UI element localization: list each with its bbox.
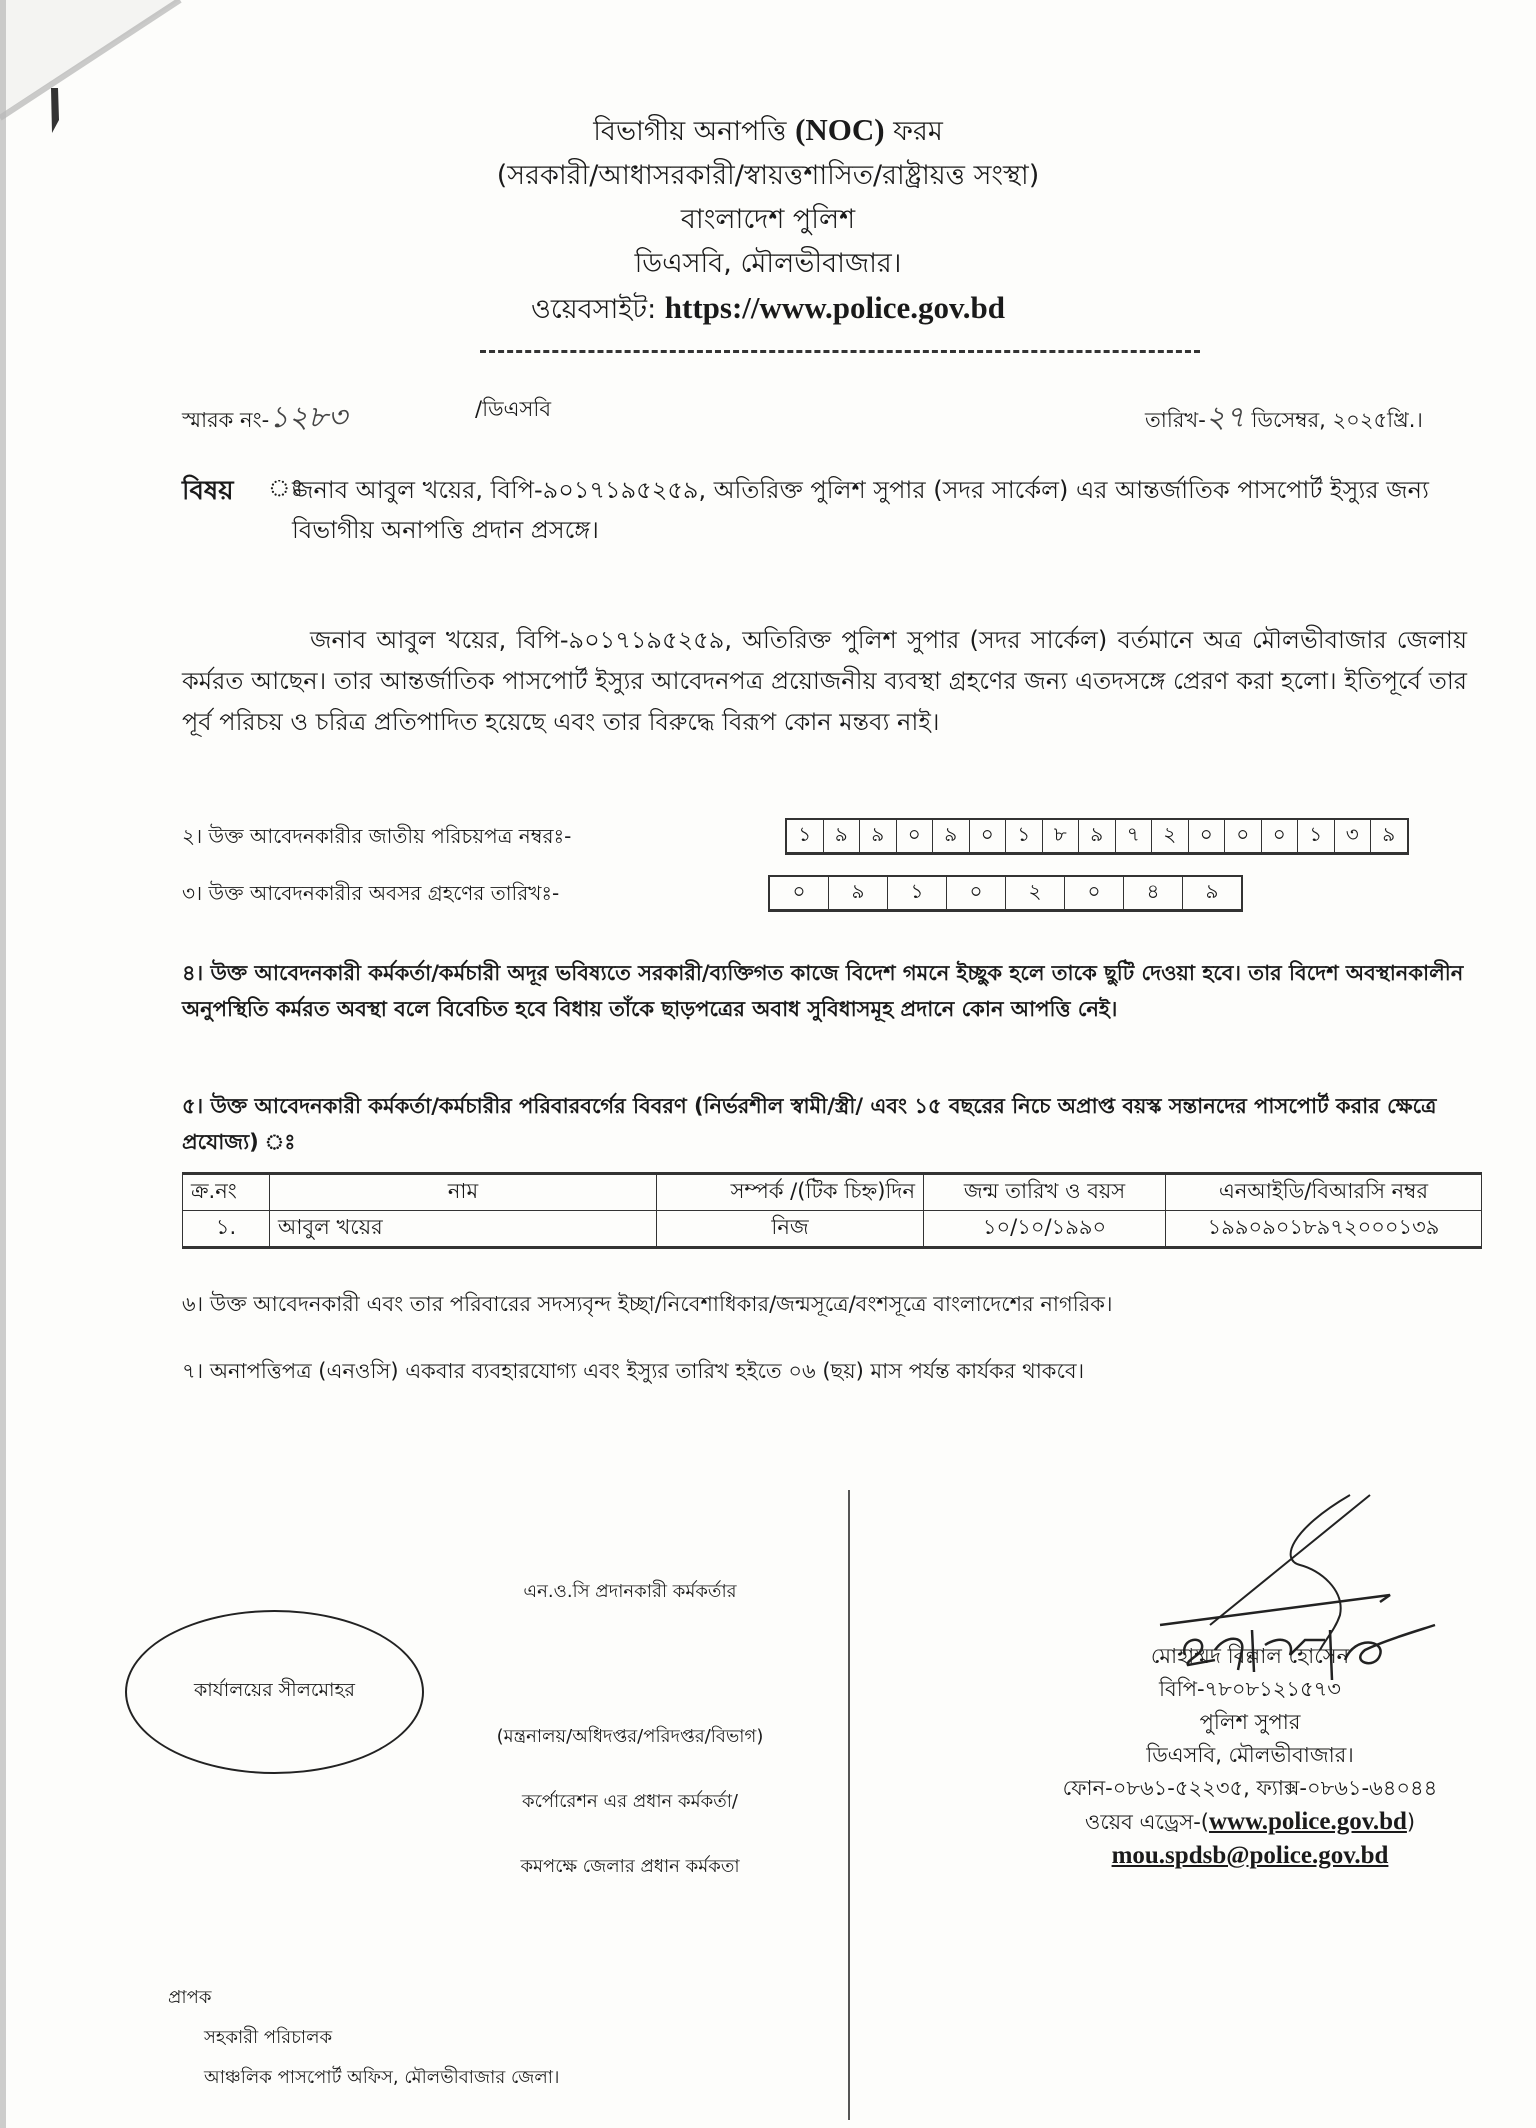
nid-digit-box: ১ [787,820,824,852]
nid-digit-boxes [785,818,1409,855]
col-name: নাম [270,1174,657,1211]
retirement-digit-box: ১ [888,877,947,909]
col-dob: জন্ম তারিখ ও বয়স [924,1174,1166,1211]
nid-digit-box: ৭ [1116,820,1153,852]
cell-name: আবুল খয়ের [270,1211,657,1248]
retirement-date-label: ৩। উক্ত আবেদনকারীর অবসর গ্রহণের তারিখঃ- [182,881,560,905]
nid-digit-box: ১ [1006,820,1043,852]
nid-digit-box: ২ [1152,820,1189,852]
retirement-digit-box: ৯ [1205,878,1219,903]
cell-dob: ১০/১০/১৯৯০ [924,1211,1166,1248]
nid-digit-box: ৯ [933,820,970,852]
memo-suffix: /ডিএসবি [475,397,552,421]
nid-digit-box: ০ [1262,820,1299,852]
retirement-digit-box: ৪ [1124,877,1183,909]
subject-label: বিষয় [182,476,234,506]
seal-label: কার্যালয়ের সীলমোহর [193,1679,355,1701]
item-7-validity: ৭। অনাপত্তিপত্র (এনওসি) একবার ব্যবহারযোগ্য এবং ইস্যুর তারিখ হইতে ০৬ (ছয়) মাস পর্যন্ত কার্যকর থাকবে। [182,1359,1085,1383]
nid-digit-box: ৩ [1335,820,1372,852]
nid-label: ২। উক্ত আবেদনকারীর জাতীয় পরিচয়পত্র নম্বরঃ- [182,824,572,848]
recipient-office: আঞ্চলিক পাসপোর্ট অফিস, মৌলভীবাজার জেলা। [204,2067,560,2088]
memo-number [182,393,347,444]
noc-officer-line3: কর্পোরেশন এর প্রধান কর্মকর্তা/ [521,1791,738,1812]
nid-digit-box: ৯ [1079,820,1116,852]
memo-date [1145,393,1423,444]
col-serial: ক্র.নং [183,1174,270,1211]
signatory-phone-fax: ফোন-০৮৬১-৫২২৩৫, ফ্যাক্স-০৮৬১-৬৪০৪৪ [1062,1776,1438,1800]
col-nid: এনআইডি/বিআরসি নম্বর [1166,1174,1482,1211]
email-link[interactable]: mou.spdsb@police.gov.bd [1111,1842,1389,1869]
date-day-handwritten: ২৭ [1205,400,1245,435]
memo-number-handwritten: ১২৮৩ [269,400,348,435]
item-5-family-clause: ৫। উক্ত আবেদনকারী কর্মকর্তা/কর্মচারীর পরিবারবর্গের বিবরণ (নির্ভরশীল স্বামী/স্ত্রী/ এবং ১৫ বছরের নিচে অপ্রাপ্ত বয়স্ক সন্তানদের পাসপোর্ট করার ক্ষেত্রে প্রযোজ্য) ঃ [182,1094,1437,1154]
memo-label: স্মারক নং- [182,408,270,432]
retirement-digit-box: ২ [1006,877,1065,909]
nid-digit-box: ০ [1225,820,1262,852]
nid-digit-box: ৯ [1382,821,1396,846]
document-header [0,108,1536,332]
web-label: ওয়েব এড্রেস-( [1084,1810,1209,1834]
retirement-digit-box: ৯ [829,877,888,909]
form-title [0,108,1536,154]
organization-name: বাংলাদেশ পুলিশ [680,204,856,235]
table-header-row [183,1174,1482,1211]
signatory-office: ডিএসবি, মৌলভীবাজার। [1146,1743,1354,1767]
retirement-digit-box: ০ [947,877,1006,909]
nid-digit-box: ০ [1189,820,1226,852]
date-rest: ডিসেম্বর, ২০২৫খ্রি.। [1251,408,1423,432]
table-row [183,1211,1482,1248]
cell-serial: ১. [183,1211,270,1248]
signatory-bp: বিপি-৭৮০৮১২১৫৭৩ [1159,1677,1341,1701]
website-url[interactable]: https://www.police.gov.bd [664,290,1005,325]
signatory-block [1030,1640,1470,1873]
cell-nid: ১৯৯০৯০১৮৯৭২০০০১৩৯ [1166,1211,1482,1248]
form-title-bn: বিভাগীয় অনাপত্তি [593,116,787,147]
website-line [0,286,1536,332]
org-types: (সরকারী/আধাসরকারী/স্বায়ত্তশাসিত/রাষ্ট্রায়ত্ত সংস্থা) [496,160,1040,191]
form-title-en: (NOC) [795,112,885,147]
subject-colon: ঃ [268,474,304,502]
item-6-citizenship: ৬। উক্ত আবেদনকারী এবং তার পরিবারের সদস্যবৃন্দ ইচ্ছা/নিবেশাধিকার/জন্মসূত্রে/বংশসূত্রে বাংলাদেশের নাগরিক। [182,1292,1113,1316]
nid-digit-box: ৯ [824,820,861,852]
body-paragraph: জনাব আবুল খয়ের, বিপি-৯০১৭১৯৫২৫৯, অতিরিক্ত পুলিশ সুপার (সদর সার্কেল) বর্তমানে অত্র মৌলভীবাজার জেলায় কর্মরত আছেন। তার আন্তর্জাতিক পাসপোর্ট ইস্যুর আবেদনপত্র প্রয়োজনীয় ব্যবস্থা গ্রহণের জন্য এতদসঙ্গে প্রেরণ করা হলো। ইতিপূর্বে তার পূর্ব পরিচয় ও চরিত্র প্রতিপাদিত হয়েছে এবং তার বিরুদ্ধে বিরূপ কোন মন্তব্য নাই। [182,626,1467,736]
retirement-date-boxes [768,875,1243,912]
header-divider [480,350,1200,353]
retirement-digit-box: ০ [1065,877,1124,909]
web-close: ) [1406,1810,1416,1834]
nid-digit-box: ১ [1298,820,1335,852]
office-name: ডিএসবি, মৌলভীবাজার। [634,248,902,279]
family-table [182,1172,1482,1249]
nid-digit-box: ০ [970,820,1007,852]
noc-officer-line1: এন.ও.সি প্রদানকারী কর্মকর্তার [523,1581,737,1602]
noc-officer-line4: কমপক্ষে জেলার প্রধান কর্মকতা [520,1856,740,1877]
noc-officer-line2: (মন্ত্রনালয়/অধিদপ্তর/পরিদপ্তর/বিভাগ) [496,1726,764,1747]
nid-digit-box: ৮ [1043,820,1080,852]
recipient-title: সহকারী পরিচালক [204,2027,333,2048]
office-seal-placeholder [125,1610,424,1774]
web-url-link[interactable]: www.police.gov.bd [1208,1808,1407,1835]
form-title-suffix: ফরম [893,116,943,147]
recipient-label: প্রাপক [168,1987,212,2008]
website-label: ওয়েবসাইট: [531,294,657,325]
retirement-digit-box: ০ [770,877,829,909]
signatory-email [1030,1839,1470,1873]
signatory-name: মোহাম্মদ বিল্লাল হোসেন [1150,1644,1350,1668]
date-label: তারিখ- [1145,408,1206,432]
cell-relation: নিজ [657,1211,924,1248]
col-relation: সম্পর্ক /(টিক চিহ্ন)দিন [657,1174,924,1211]
nid-digit-box: ০ [897,820,934,852]
subject-text: জনাব আবুল খয়ের, বিপি-৯০১৭১৯৫২৫৯, অতিরিক্ত পুলিশ সুপার (সদর সার্কেল) এর আন্তর্জাতিক পাসপোর্ট ইস্যুর জন্য বিভাগীয় অনাপত্তি প্রদান প্রসঙ্গে। [292,476,1429,544]
item-4-leave-clause: ৪। উক্ত আবেদনকারী কর্মকর্তা/কর্মচারী অদূর ভবিষ্যতে সরকারী/ব্যক্তিগত কাজে বিদেশ গমনে ইচ্ছুক হলে তাকে ছুটি দেওয়া হবে। তার বিদেশ অবস্থানকালীন অনুপস্থিতি কর্মরত অবস্থা বলে বিবেচিত হবে বিধায় তাঁকে ছাড়পত্রের অবাধ সুবিধাসমূহ প্রদানে কোন আপত্তি নেই। [182,961,1464,1021]
signature-divider [848,1490,850,2120]
nid-digit-box: ৯ [860,820,897,852]
signatory-web [1030,1805,1470,1839]
signatory-designation: পুলিশ সুপার [1199,1710,1301,1734]
